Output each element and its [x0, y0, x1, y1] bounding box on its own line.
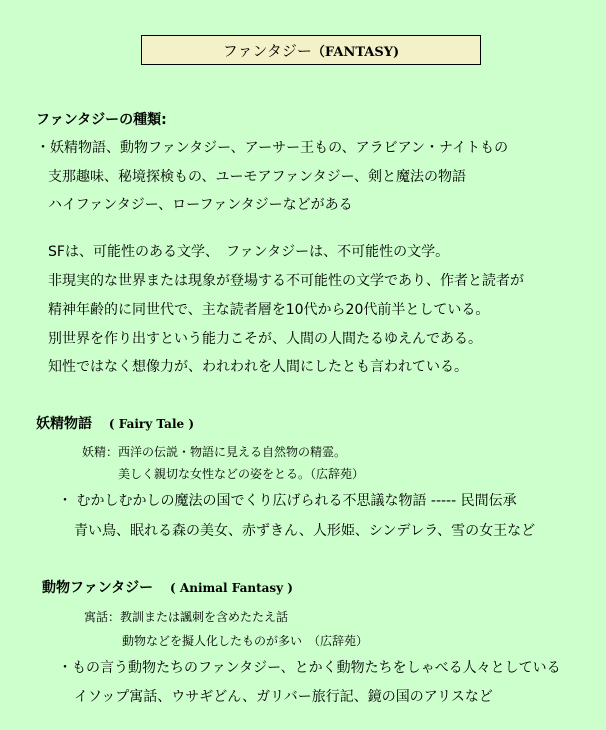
fairy-def-line-2: 美しく親切な女性などの姿をとる。（広辞苑）	[118, 467, 365, 481]
animal-heading-en: ( Animal Fantasy )	[170, 581, 293, 595]
animal-heading	[42, 578, 293, 598]
fairy-line-2: 青い鳥、眠れる森の美女、赤ずきん、人形姫、シンデレラ、雪の女王など	[74, 523, 536, 539]
animal-def-line-1: 教訓または諷刺を含めたたえ話	[120, 610, 289, 624]
animal-line-1: ・もの言う動物たちのファンタジー、とかく動物たちをしゃべる人々としている	[58, 660, 561, 676]
fairy-def-term: 妖精：	[82, 445, 119, 459]
intro-line-3: 精神年齢的に同世代で、主な読者層を10代から20代前半としている。	[48, 302, 490, 318]
page-title-box	[141, 35, 481, 65]
fairy-line-1: ・ むかしむかしの魔法の国でくり広げられる不思議な物語 ----- 民間伝承	[58, 493, 517, 509]
types-heading: ファンタジーの種類:	[36, 112, 167, 128]
types-line-3: ハイファンタジー、ローファンタジーなどがある	[48, 197, 353, 213]
page-title: ファンタジー	[222, 41, 312, 60]
intro-line-5: 知性ではなく想像力が、われわれを人間にしたとも言われている。	[48, 359, 468, 375]
fairy-def-line-1: 西洋の伝説・物語に見える自然物の精霊。	[118, 445, 347, 459]
fairy-heading-jp: 妖精物語	[36, 416, 92, 432]
fairy-heading-en: ( Fairy Tale )	[108, 417, 195, 431]
animal-def-line-2: 動物などを擬人化したものが多い （広辞苑）	[122, 634, 369, 648]
animal-heading-jp: 動物ファンタジー	[42, 580, 154, 596]
animal-line-2: イソップ寓話、ウサギどん、ガリバー旅行記、鏡の国のアリスなど	[74, 689, 493, 705]
types-line-1: ・妖精物語、動物ファンタジー、アーサー王もの、アラビアン・ナイトもの	[36, 140, 509, 156]
page-title-latin: （FANTASY)	[311, 44, 400, 60]
intro-line-4: 別世界を作り出すという能力こそが、人間の人間たるゆえんである。	[48, 331, 482, 347]
intro-line-1: SFは、可能性のある文学、 ファンタジーは、不可能性の文学。	[48, 244, 450, 260]
intro-line-2: 非現実的な世界または現象が登場する不可能性の文学であり、作者と読者が	[48, 273, 524, 289]
types-line-2: 支那趣味、秘境探検もの、ユーモアファンタジー、剣と魔法の物語	[48, 169, 467, 185]
fairy-heading	[36, 414, 194, 434]
animal-def-term: 寓話：	[84, 610, 121, 624]
